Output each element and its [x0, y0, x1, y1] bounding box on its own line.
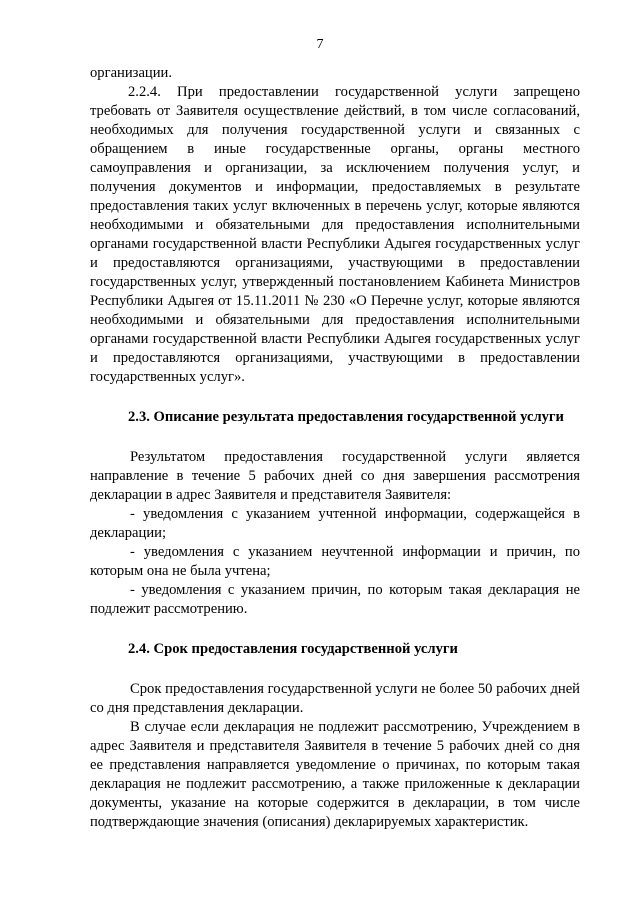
- paragraph-rejection: В случае если декларация не подлежит рассмотрению, Учреждением в адрес Заявителя и представителя Заявителя в течение 5 рабочих дней со дня ее представления направляется уведомление о причинах, по которым такая декларация не подлежит рассмотрению, а также приложенные к декларации документы, указание на которые содержится в декларации, в том числе подтверждающие значения (описания) декларируемых характеристик.: [90, 719, 580, 830]
- section-heading-2-4: 2.4. Срок предоставления государственной услуги: [128, 641, 458, 657]
- document-body: [90, 64, 580, 832]
- paragraph-continuation: организации.: [90, 65, 172, 81]
- paragraph-term: Срок предоставления государственной услуги не более 50 рабочих дней со дня представления декларации.: [90, 681, 580, 716]
- paragraph-2-2-4: 2.2.4. При предоставлении государственной услуги запрещено требовать от Заявителя осуществление действий, в том числе согласований, необходимых для получения государственной услуги и связанных с обращением в иные государственные органы, органы местного самоуправления и организации, за исключением получения услуг, и получения документов и информации, предоставляемых в результате предоставления таких услуг включенных в перечень услуг, которые являются необходимыми и обязательными для предоставления исполнительными органами государственной власти Республики Адыгея государственных услуг и предоставляются организациями, участвующими в предоставлении государственных услуг, утвержденный постановлением Кабинета Министров Республики Адыгея от 15.11.2011 № 230 «О Перечне услуг, которые являются необходимыми и обязательными для предоставления исполнительными органами государственной власти Республики Адыгея государственных услуг и предоставляются организациями, участвующими в предоставлении государственных услуг».: [90, 84, 580, 385]
- list-item: - уведомления с указанием причин, по которым такая декларация не подлежит рассмотрению.: [90, 582, 580, 617]
- list-item: - уведомления с указанием учтенной информации, содержащейся в декларации;: [90, 506, 580, 541]
- page-number: 7: [316, 37, 324, 52]
- section-heading-2-3: 2.3. Описание результата предоставления государственной услуги: [128, 409, 564, 425]
- paragraph-result: Результатом предоставления государственной услуги является направление в течение 5 рабочих дней со дня завершения рассмотрения декларации в адрес Заявителя и представителя Заявителя:: [90, 449, 580, 503]
- list-item: - уведомления с указанием неучтенной информации и причин, по которым она не была учтена;: [90, 544, 580, 579]
